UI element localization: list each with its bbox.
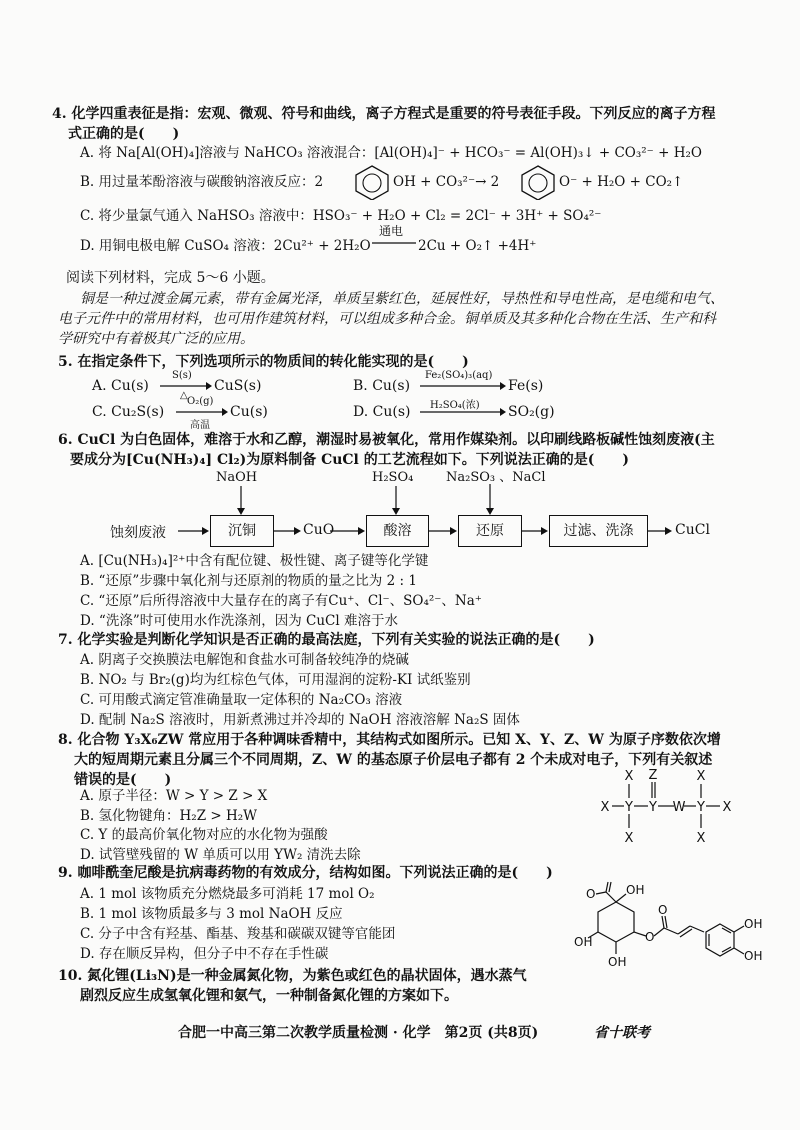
q4-option-b-prefix: B. 用过量苯酚溶液与碳酸钠溶液反应：2	[80, 174, 324, 190]
q8-stem-line3: 错误的是( )	[74, 772, 172, 788]
q7-option-b: B. NO₂ 与 Br₂(g)均为红棕色气体，可用湿润的淀粉-KI 试纸鉴别	[80, 672, 471, 688]
q4-option-d-prefix: D. 用铜电极电解 CuSO₄ 溶液：2Cu²⁺ + 2H₂O	[80, 238, 371, 254]
q4-stem-line1: 4. 化学四重表征是指：宏观、微观、符号和曲线，离子方程式是重要的符号表征手段。下列反应的离子方程	[52, 106, 716, 122]
q8-stem-line2: 大的短周期元素且分属三个不同周期，Z、W 的基态原子价层电子都有 2 个未成对电子，下列有关叙述	[74, 752, 713, 768]
flow-step-acid-dissolve: 酸溶	[366, 515, 429, 547]
q6-option-c: C. “还原”后所得溶液中大量存在的离子有Cu⁺、Cl⁻、SO₄²⁻、Na⁺	[80, 593, 482, 609]
q4-option-a: A. 将 Na[Al(OH)₄]溶液与 NaHCO₃ 溶液混合：[Al(OH)₄]⁻ + HCO₃⁻ = Al(OH)₃↓ + CO₃²⁻ + H₂O	[80, 145, 702, 161]
q5-option-a-right: CuS(s)	[214, 378, 262, 394]
q5-option-c-left: C. Cu₂S(s)	[92, 404, 165, 420]
struct-x-top1: X	[624, 769, 634, 784]
q9-label-o-carboxyl: O	[586, 887, 596, 901]
q5-b-condition-top: Fe₂(SO₄)₃(aq)	[425, 370, 493, 381]
flow-step-filter-wash: 过滤、洗涤	[549, 515, 648, 547]
reading-line1: 铜是一种过渡金属元素，带有金属光泽，单质呈紫红色，延展性好，导热性和导电性高，是电缆和电气、	[80, 291, 724, 307]
q9-label-oh-ring2: OH	[744, 949, 763, 963]
q9-label-oh-left: OH	[574, 935, 593, 949]
q5-option-c-right: Cu(s)	[230, 404, 268, 420]
q5-option-b-right: Fe(s)	[508, 378, 544, 394]
q9-stem: 9. 咖啡酰奎尼酸是抗病毒药物的有效成分，结构如图。下列说法正确的是( )	[58, 865, 553, 881]
q4-option-b-middle: OH + CO₃²⁻→ 2	[393, 174, 500, 190]
q7-option-c: C. 可用酸式滴定管准确量取一定体积的 Na₂CO₃ 溶液	[80, 692, 403, 708]
flow-step-precipitate-copper: 沉铜	[210, 515, 274, 547]
reading-line3: 学研究中有着极其广泛的应用。	[58, 331, 254, 347]
flow-input-na2so3-nacl: Na₂SO₃ 、NaCl	[446, 470, 546, 485]
flow-intermediate-cuo: CuO	[303, 522, 335, 538]
q9-option-a: A. 1 mol 该物质充分燃烧最多可消耗 17 mol O₂	[80, 886, 375, 902]
q5-a-condition-top: S(s)	[172, 370, 192, 381]
q8-option-d: D. 试管壁残留的 W 单质可以用 YW₂ 清洗去除	[80, 847, 361, 863]
page-footer: 合肥一中高三第二次教学质量检测 · 化学 第2页 (共8页)	[178, 1025, 539, 1041]
q5-stem: 5. 在指定条件下，下列选项所示的物质间的转化能实现的是( )	[58, 354, 469, 370]
reading-intro: 阅读下列材料，完成 5～6 小题。	[66, 270, 275, 286]
struct-x-top3: X	[696, 769, 706, 784]
flow-end-product: CuCl	[675, 522, 710, 538]
q6-option-b: B. “还原”步骤中氧化剂与还原剂的物质的量之比为 2 : 1	[80, 573, 417, 589]
q6-stem-line2: 要成分为[Cu(NH₃)₄] Cl₂)为原料制备 CuCl 的工艺流程如下。下列说法正确的是( )	[70, 452, 629, 468]
q5-d-condition-top: H₂SO₄(浓)	[430, 400, 480, 411]
q7-option-d: D. 配制 Na₂S 溶液时，用新煮沸过并冷却的 NaOH 溶液溶解 Na₂S 固体	[80, 712, 520, 728]
struct-w: W	[672, 800, 686, 815]
q4-stem-line2: 式正确的是( )	[68, 126, 180, 142]
q6-option-a: A. [Cu(NH₃)₄]²⁺中含有配位键、极性键、离子键等化学键	[80, 553, 429, 569]
q9-label-oh-c1: OH	[626, 883, 645, 897]
q5-c-condition-top: O₂(g)	[187, 396, 214, 407]
q7-option-a: A. 阴离子交换膜法电解饱和食盐水可制备较纯净的烧碱	[80, 652, 409, 668]
reading-line2: 电子元件中的常用材料，也可用作建筑材料，可以组成多种合金。铜单质及其多种化合物在生活、生产和科	[58, 311, 716, 327]
q4-option-b-suffix: O⁻ + H₂O + CO₂↑	[559, 174, 684, 190]
q9-label-oh-bottom: OH	[608, 955, 627, 969]
flow-start-label: 蚀刻废液	[110, 525, 166, 541]
q6-option-d: D. “洗涤”时可使用水作洗涤剂，因为 CuCl 难溶于水	[80, 613, 398, 629]
q9-label-o-ester: O	[645, 930, 655, 944]
flow-arrows	[0, 0, 800, 560]
q4-option-c: C. 将少量氯气通入 NaHSO₃ 溶液中：HSO₃⁻ + H₂O + Cl₂ = 2Cl⁻ + 3H⁺ + SO₄²⁻	[80, 208, 602, 224]
q5-option-b-left: B. Cu(s)	[353, 378, 411, 394]
q8-option-c: C. Y 的最高价氧化物对应的水化物为强酸	[80, 827, 328, 843]
struct-x-left: X	[600, 800, 610, 815]
q4-option-d-suffix: 2Cu + O₂↑ +4H⁺	[418, 238, 537, 254]
struct-x-right: X	[722, 800, 732, 815]
q5-c-condition-bottom: 高温	[190, 420, 210, 431]
flow-input-naoh: NaOH	[216, 470, 258, 485]
q6-stem-line1: 6. CuCl 为白色固体，难溶于水和乙醇，潮湿时易被氧化，常用作媒染剂。以印刷线路板碱性蚀刻废液(主	[58, 432, 715, 448]
q9-structure-diagram	[574, 880, 764, 972]
q10-line1: 10. 氮化锂(Li₃N)是一种金属氮化物，为紫色或红色的晶状固体，遇水蒸气	[58, 968, 527, 984]
q5-option-a-left: A. Cu(s)	[92, 378, 149, 394]
struct-y2: Y	[649, 800, 657, 815]
q9-option-b: B. 1 mol 该物质最多与 3 mol NaOH 反应	[80, 906, 343, 922]
q9-label-oh-ring1: OH	[744, 917, 763, 931]
q10-line2: 剧烈反应生成氢氧化锂和氨气，一种制备氮化锂的方案如下。	[80, 988, 458, 1004]
struct-y3: Y	[697, 800, 705, 815]
q9-option-d: D. 存在顺反异构，但分子中不存在手性碳	[80, 946, 329, 962]
q9-label-o-carbonyl: O	[658, 903, 668, 917]
q5-option-d-left: D. Cu(s)	[353, 404, 411, 420]
q8-option-a: A. 原子半径：W > Y > Z > X	[80, 788, 268, 804]
struct-z: Z	[648, 768, 658, 783]
q4-option-d-condition: 通电	[379, 224, 404, 238]
q8-structure-diagram	[596, 766, 746, 852]
struct-y1: Y	[625, 800, 633, 815]
q5-a-condition-bottom: △	[180, 390, 188, 401]
struct-x-bottom1: X	[624, 831, 634, 846]
footer-stamp: 省十联考	[594, 1025, 650, 1041]
struct-x-bottom3: X	[696, 831, 706, 846]
flow-input-h2so4: H₂SO₄	[372, 470, 414, 485]
q8-option-b: B. 氢化物键角：H₂Z > H₂W	[80, 808, 258, 824]
flow-step-reduce: 还原	[458, 515, 522, 547]
q8-stem-line1: 8. 化合物 Y₃X₆ZW 常应用于各种调味香精中，其结构式如图所示。已知 X、Y、Z、W 为原子序数依次增	[58, 732, 721, 748]
q5-option-d-right: SO₂(g)	[508, 404, 555, 420]
q9-option-c: C. 分子中含有羟基、酯基、羧基和碳碳双键等官能团	[80, 926, 396, 942]
q7-stem: 7. 化学实验是判断化学知识是否正确的最高法庭，下列有关实验的说法正确的是( )	[58, 632, 595, 648]
